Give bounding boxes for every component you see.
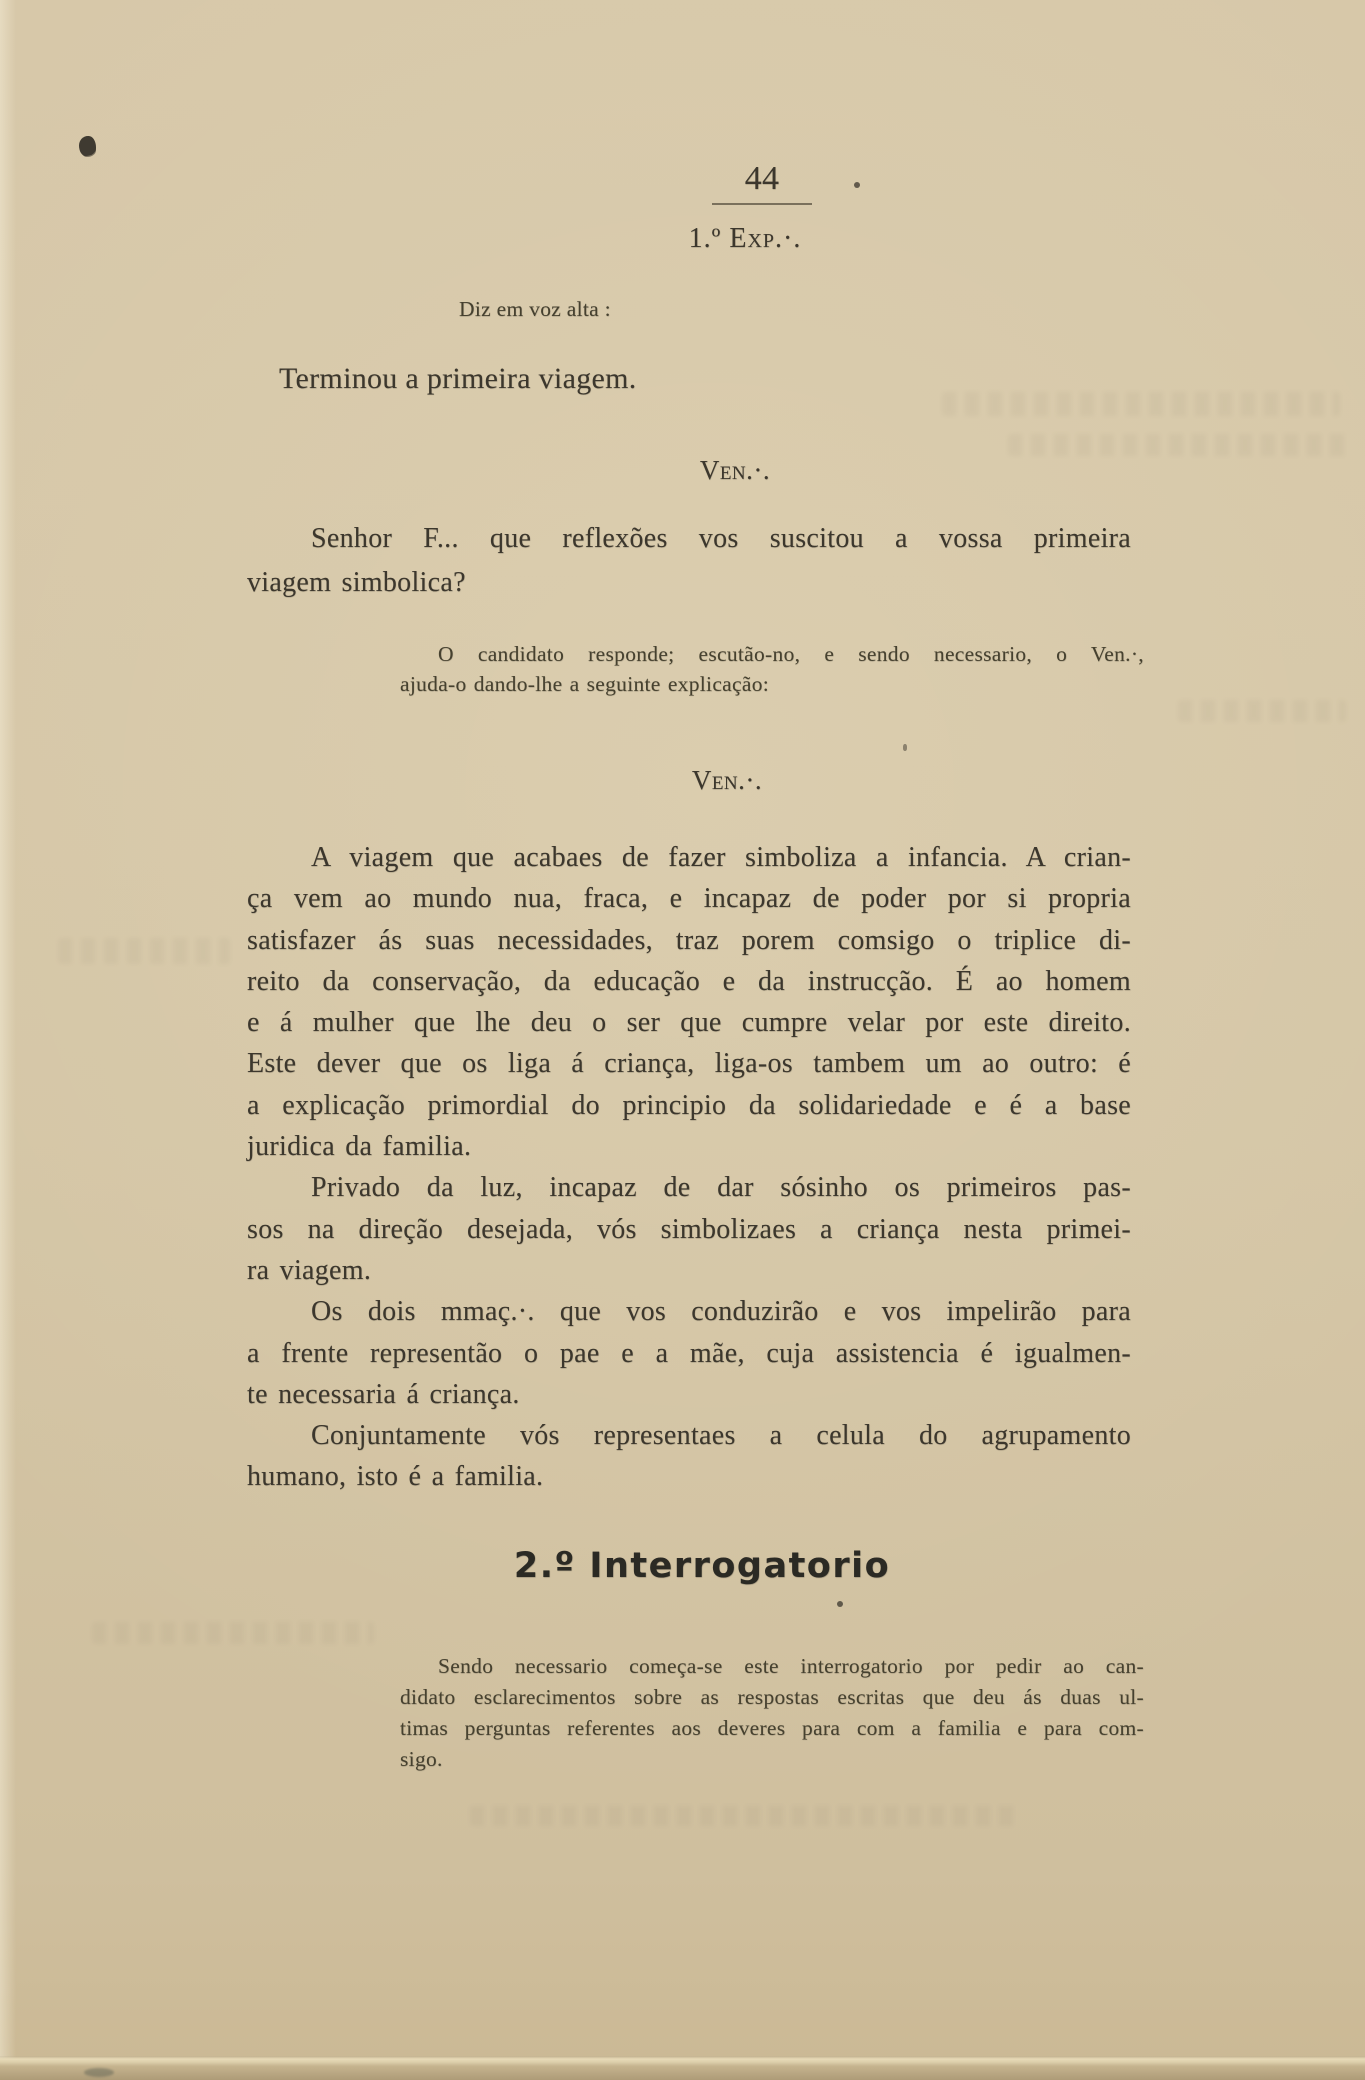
interrogatorio-section-heading: 2.º Interrogatorio	[513, 1546, 891, 1586]
explanation-paragraph-2: Privado da luz, incapaz de dar sósinho os primeiros pas- sos na direção desejada, vós simbolizaes a criança nesta primei- ra viagem.	[247, 1172, 1131, 1286]
explanation-paragraph-1: A viagem que acabaes de fazer simboliza a infancia. A crian- ça vem ao mundo nua, fraca, e incapaz de poder por si propria satisfazer ás suas necessidades, traz porem comsigo o triplice di- reito da conservação, da educação e da instrucção. É ao homem e á mulher que lhe deu o ser que cumpre velar por este direito. Este dever que os liga á criança, liga-os tambem um ao outro: é a explicação primordial do principio da solidariedade e é a base juridica da familia.	[247, 842, 1131, 1163]
page-bottom-edge	[0, 2056, 1365, 2080]
venerable-heading-1: Ven.·.	[699, 455, 771, 485]
ink-speck	[837, 1601, 843, 1607]
show-through-texture	[92, 1622, 374, 1644]
show-through-texture	[470, 1806, 1022, 1826]
stage-direction-interrogatorio: Sendo necessario começa-se este interrogatorio por pedir ao can- didato esclarecimentos sobre as respostas escritas que deu ás duas ul- timas perguntas referentes aos deveres para com a familia e para com- sigo.	[400, 1654, 1144, 1771]
stage-direction-response: O candidato responde; escutão-no, e sendo necessario, o Ven.·, ajuda-o dando-lhe a seguinte explicação:	[400, 642, 1144, 696]
corner-smudge	[84, 2068, 114, 2077]
ink-speck	[903, 744, 907, 751]
show-through-texture	[1178, 700, 1346, 722]
ink-blot	[79, 136, 96, 156]
stage-direction-voice: Diz em voz alta :	[459, 297, 611, 321]
venerable-heading-2: Ven.·.	[691, 765, 763, 795]
page-left-edge-light	[0, 0, 16, 2080]
explanation-paragraph-4: Conjuntamente vós representaes a celula do agrupamento humano, isto é a familia.	[247, 1420, 1131, 1493]
show-through-texture	[58, 938, 230, 964]
page-number: 44	[712, 160, 812, 205]
venerable-question-paragraph: Senhor F... que reflexões vos suscitou a vossa primeira viagem simbolica?	[247, 523, 1131, 598]
expert-spoken-line: Terminou a primeira viagem.	[279, 362, 637, 395]
ink-speck	[854, 182, 860, 188]
expert-heading: 1.º Exp.·.	[688, 223, 802, 254]
explanation-text	[247, 837, 1131, 1498]
show-through-texture	[942, 392, 1340, 416]
show-through-texture	[1008, 434, 1348, 456]
explanation-paragraph-3: Os dois mmaç.·. que vos conduzirão e vos impelirão para a frente representão o pae e a mãe, cuja assistencia é igualmen- te necessaria á criança.	[247, 1296, 1131, 1410]
